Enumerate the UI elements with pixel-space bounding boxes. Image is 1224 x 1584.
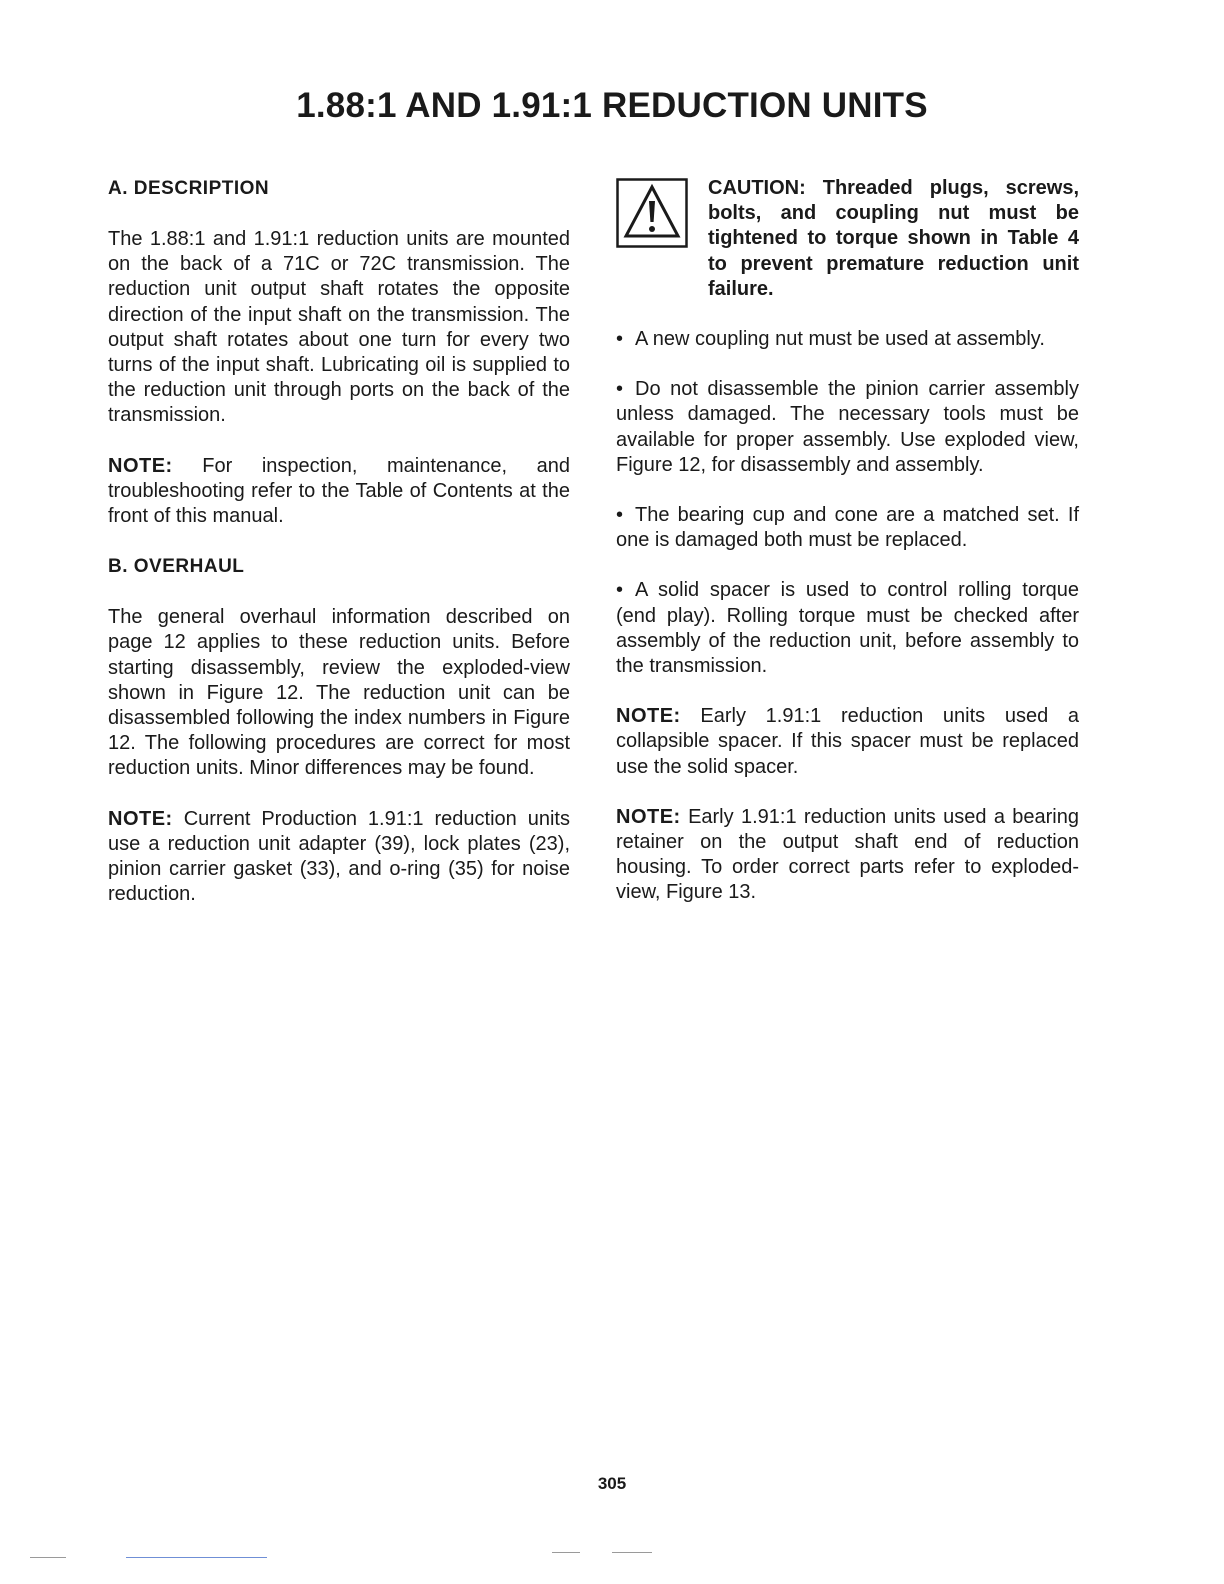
inspection-note bbox=[108, 454, 570, 530]
caution-block bbox=[616, 176, 1079, 302]
note-text: Early 1.91:1 reduction units used a collapsible spacer. If this spacer must be replaced use the solid spacer. bbox=[616, 705, 1079, 778]
note-text: For inspection, maintenance, and troubleshooting refer to the Table of Contents at the front of this manual. bbox=[108, 454, 571, 528]
note-text: Early 1.91:1 reduction units used a bearing retainer on the output shaft end of reduction housing. To order correct parts refer to exploded-view, Figure 13. bbox=[616, 805, 1079, 904]
description-heading: A. DESCRIPTION bbox=[108, 178, 270, 199]
production-note bbox=[108, 807, 570, 908]
right-column bbox=[616, 176, 1079, 931]
scan-artifact bbox=[552, 1552, 580, 1553]
bullet-icon: • bbox=[616, 504, 624, 527]
bullet-icon: • bbox=[616, 328, 624, 351]
bullet-item bbox=[616, 377, 1079, 478]
note-text: Current Production 1.91:1 reduction units use a reduction unit adapter (39), lock plates (23), pinion carrier gasket (33), and o-ring (35) for noise reduction. bbox=[108, 807, 570, 906]
bullet-text: A new coupling nut must be used at assembly. bbox=[635, 328, 1045, 351]
left-column bbox=[108, 176, 570, 932]
scan-artifact bbox=[612, 1552, 652, 1553]
bullet-text: Do not disassemble the pinion carrier assembly unless damaged. The necessary tools must be available for proper assembly. Use exploded view, Figure 12, for disassembly and assembly. bbox=[616, 378, 1079, 476]
warning-triangle-icon bbox=[616, 178, 688, 248]
bullet-icon: • bbox=[616, 378, 624, 401]
note-label: NOTE: bbox=[108, 454, 173, 477]
bullet-item bbox=[616, 503, 1079, 553]
overhaul-paragraph: The general overhaul information described on page 12 applies to these reduction units. Before starting disassembly, review the exploded-view shown in Figure 12. The reduction unit can be disassembled following the index numbers in Figure 12. The following procedures are correct for most reduction units. Minor differences may be found. bbox=[108, 606, 570, 780]
note-label: NOTE: bbox=[616, 705, 681, 728]
bullet-item bbox=[616, 327, 1079, 352]
note-label: NOTE: bbox=[616, 805, 681, 828]
bullet-text: The bearing cup and cone are a matched set. If one is damaged both must be replaced. bbox=[616, 504, 1079, 552]
page-number: 305 bbox=[597, 1474, 627, 1493]
description-paragraph: The 1.88:1 and 1.91:1 reduction units are mounted on the back of a 71C or 72C transmission. The reduction unit output shaft rotates the opposite direction of the input shaft on the transmission. The output shaft rotates about one turn for every two turns of the input shaft. Lubricating oil is supplied to the reduction unit through ports on the back of the transmission. bbox=[108, 228, 570, 427]
note-label: NOTE: bbox=[108, 807, 173, 830]
scan-artifact bbox=[30, 1557, 66, 1558]
footer-rule bbox=[126, 1557, 267, 1558]
page-title: 1.88:1 AND 1.91:1 REDUCTION UNITS bbox=[296, 86, 928, 125]
caution-text: CAUTION: Threaded plugs, screws, bolts, and coupling nut must be tightened to torque shown in Table 4 to prevent premature reduction unit failure. bbox=[708, 177, 1079, 300]
overhaul-heading: B. OVERHAUL bbox=[108, 556, 245, 578]
bullet-item bbox=[616, 578, 1079, 679]
bearing-retainer-note bbox=[616, 805, 1079, 906]
bullet-text: A solid spacer is used to control rolling torque (end play). Rolling torque must be checked after assembly of the reduction unit, before assembly to the transmission. bbox=[616, 579, 1079, 678]
bullet-icon: • bbox=[616, 579, 624, 602]
collapsible-spacer-note bbox=[616, 704, 1079, 780]
